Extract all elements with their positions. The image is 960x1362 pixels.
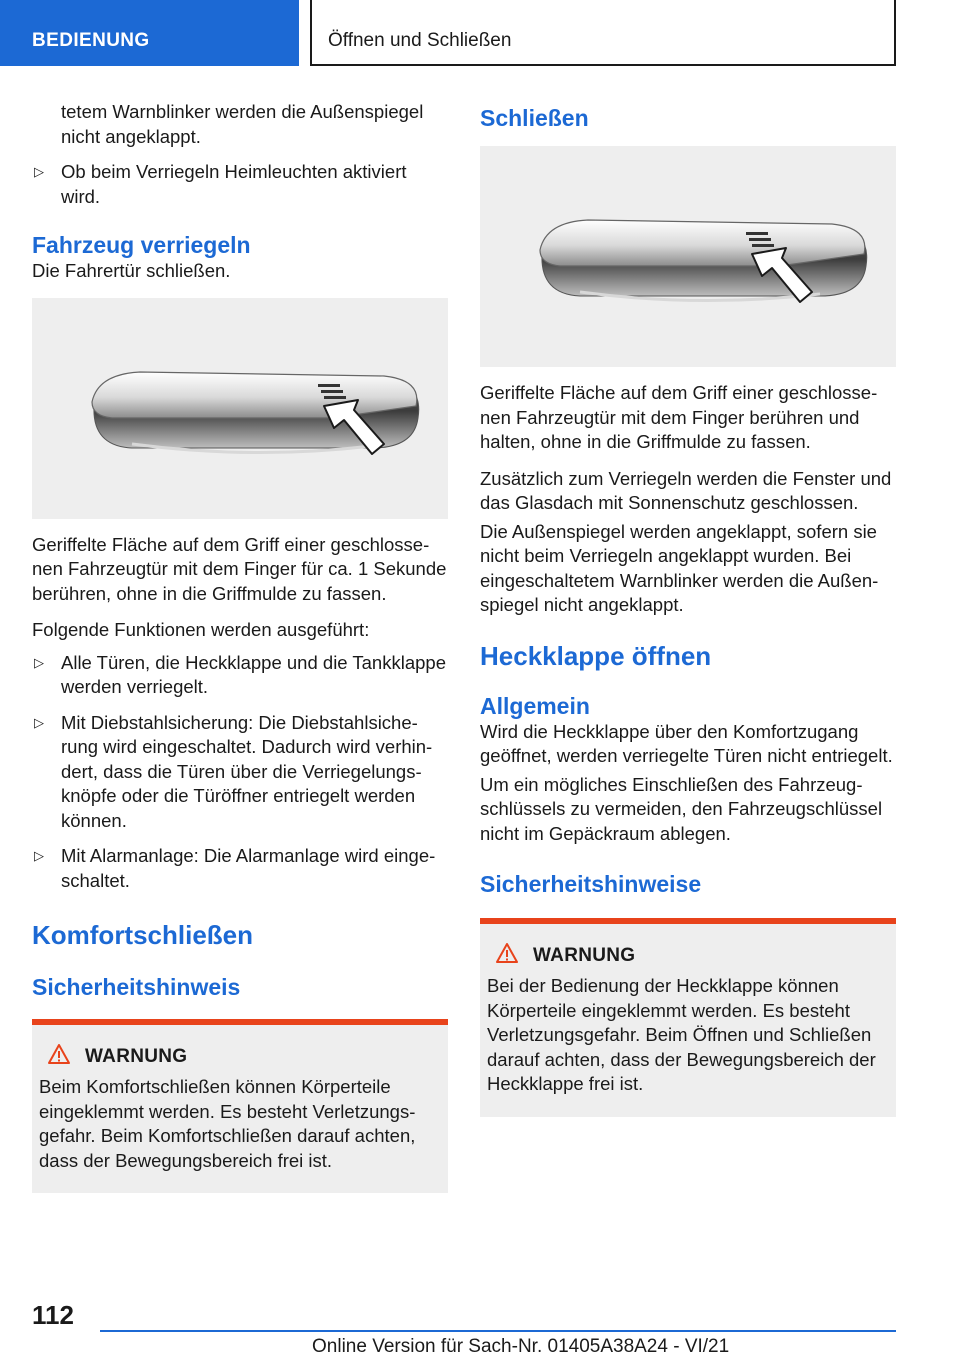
warning-box	[480, 918, 896, 1117]
door-handle-illustration	[32, 298, 448, 519]
triangle-bullet-icon: ▷	[34, 848, 44, 863]
header-title: Öffnen und Schließen	[328, 30, 512, 51]
paragraph-folgende: Folgende Funktionen werden ausgeführt:	[32, 619, 370, 640]
paragraph-komfortzugang: Wird die Heckklappe über den Komfortzugang geöffnet, werden verriegelte Türen nicht entriegelt.	[480, 720, 893, 766]
triangle-bullet-icon: ▷	[34, 164, 44, 179]
continued-bullet-text: tetem Warnblinker werden die Außenspiegel nicht angeklappt.	[61, 101, 424, 147]
triangle-bullet-icon: ▷	[34, 714, 44, 730]
heading-komfortschliessen: Komfortschließen	[32, 920, 254, 950]
list-item-text: Ob beim Verriegeln Heimleuchten aktiviert wird.	[61, 161, 407, 207]
paragraph-griff-halten: Geriffelte Fläche auf dem Griff einer geschlossenen Fahrzeugtür mit dem Finger berühren und halten, ohne in die Griffmulde zu fassen.	[480, 382, 878, 452]
warning-text: Beim Komfortschließen können Körperteile eingeklemmt werden. Es besteht Verletzungsgefahr. Beim Komfortschließen darauf achten, dass der Bewegungsbereich frei ist.	[39, 1076, 416, 1171]
warning-box	[32, 1019, 448, 1193]
door-handle-icon	[32, 298, 448, 519]
header-section-tab	[0, 0, 299, 66]
heading-sicherheitshinweise: Sicherheitshinweise	[480, 871, 702, 897]
list-item	[32, 651, 448, 700]
heading-fahrzeug-verriegeln: Fahrzeug verriegeln	[32, 232, 251, 258]
paragraph-spiegel: Die Außenspiegel werden angeklappt, sofern sie nicht beim Verriegeln angeklappt wurden. Bei eingeschaltetem Warnblinker werden die Außenspiegel nicht angeklappt.	[480, 520, 879, 615]
paragraph-griff: Geriffelte Fläche auf dem Griff einer geschlossenen Fahrzeugtür mit dem Finger für ca. 1 Sekunde berühren, ohne in die Griffmulde zu fassen.	[32, 533, 447, 604]
list-item	[32, 711, 448, 834]
list-item	[32, 844, 448, 893]
list-item-text: Mit Alarmanlage: Die Alarmanlage wird eingeschaltet.	[61, 845, 436, 891]
warning-title: WARNUNG	[85, 1045, 188, 1067]
warning-title: WARNUNG	[533, 944, 636, 966]
warning-triangle-icon	[39, 1043, 85, 1070]
list-item	[32, 160, 448, 209]
door-handle-icon	[480, 146, 896, 367]
footer-version-text: Online Version für Sach-Nr. 01405A38A24 - VI/21	[312, 1336, 730, 1357]
footer-divider	[100, 1330, 896, 1332]
warning-text: Bei der Bedienung der Heckklappe können Körperteile eingeklemmt werden. Es besteht Verletzungsgefahr. Beim Öffnen und Schließen darauf achten, dass der Bewegungsbereich der Heckklappe frei ist.	[487, 975, 876, 1094]
right-column	[480, 100, 896, 1117]
warning-header	[487, 942, 888, 969]
paragraph-fahrertuer: Die Fahrertür schließen.	[32, 260, 231, 281]
warning-header	[39, 1043, 440, 1070]
heading-sicherheitshinweis: Sicherheitshinweis	[32, 974, 241, 1000]
heading-schliessen: Schließen	[480, 105, 589, 131]
left-column	[32, 100, 448, 1193]
list-item-text: Mit Diebstahlsicherung: Die Diebstahlsicherung wird eingeschaltet. Dadurch wird verhindert, dass die Türen über die Verriegelungsknöpfe oder die Türöffner entriegelt werden können.	[61, 711, 433, 831]
list-item-text: Alle Türen, die Heckklappe und die Tankklappe werden verriegelt.	[61, 651, 446, 697]
door-handle-illustration	[480, 146, 896, 367]
triangle-bullet-icon: ▷	[34, 654, 44, 670]
paragraph-fenster: Zusätzlich zum Verriegeln werden die Fenster und das Glasdach mit Sonnenschutz geschlossen.	[480, 467, 892, 513]
page-number: 112	[32, 1300, 74, 1330]
header-section-label: BEDIENUNG	[32, 30, 150, 51]
heading-heckklappe-oeffnen: Heckklappe öffnen	[480, 640, 712, 671]
heading-allgemein: Allgemein	[480, 692, 590, 719]
header-title-box	[310, 0, 896, 66]
warning-triangle-icon	[487, 942, 533, 969]
paragraph-einschliessen: Um ein mögliches Einschließen des Fahrzeugschlüssels zu vermeiden, den Fahrzeugschlüssel nicht im Gepäckraum ablegen.	[480, 773, 883, 844]
